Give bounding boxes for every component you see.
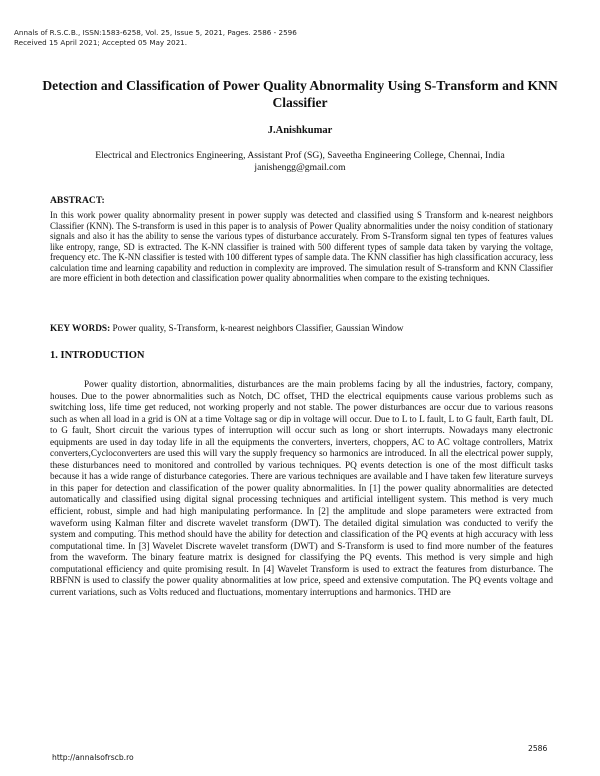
abstract-text: In this work power quality abnormality present in power supply was detected and classified using S Transform and k-nearest neighbors Classifier (KNN). The S-transform is used in this paper is to analysis of Power Quality abnormalities under the noisy condition of stationary signals and also it has the ability to sense the various types of disturbance accurately. From S-Transform signal ten types of features values like entropy, range, SD is extracted. The K-NN classifier is trained with 500 different types of sample data taken by varying the voltage, frequency etc. The K-NN classifier is tested with 100 different types of sample data. The KNN classifier has high classification accuracy, less calculation time and learning capability and reduction in complexity are improved. The simulation result of S-transform and KNN Classifier are more efficient in both detection and classification power quality abnormalities when compare to the existing techniques. <box>50 210 553 284</box>
footer-url: http://annalsofrscb.ro <box>52 753 134 762</box>
keywords-text: Power quality, S-Transform, k-nearest neighbors Classifier, Gaussian Window <box>110 324 404 334</box>
affiliation: Electrical and Electronics Engineering, Assistant Prof (SG), Saveetha Engineering College, Chennai, India <box>95 150 505 161</box>
received-accepted-dates: Received 15 April 2021; Accepted 05 May 2021. <box>14 38 188 47</box>
page-number: 2586 <box>528 744 548 753</box>
author-name: J.Anishkumar <box>267 125 333 136</box>
author-block <box>30 150 570 174</box>
abstract-heading: ABSTRACT: <box>50 195 105 206</box>
paper-title: Detection and Classification of Power Quality Abnormality Using S-Transform and KNN Classifier <box>42 78 558 110</box>
journal-header: Annals of R.S.C.B., ISSN:1583-6258, Vol. 25, Issue 5, 2021, Pages. 2586 - 2596 <box>14 28 297 37</box>
section-heading-introduction: 1. INTRODUCTION <box>50 350 145 361</box>
author-email: janishengg@gmail.com <box>254 162 346 173</box>
keywords-label: KEY WORDS: <box>50 324 111 334</box>
introduction-text: Power quality distortion, abnormalities, disturbances are the main problems facing by all the industries, factory, company, houses. Due to the power abnormalities such as Notch, DC offset, THD the electrical equipments cause various problems such as switching loss, life time get reduced, not working properly and not stable. The power disturbances are occur due to various reasons such as when all load in a grid is ON at a time Voltage sag or dip in voltage will occur. Due to L to L fault, L to G fault, Earth fault, DL to G fault, Short circuit the various types of interruption will occur such as long or short interrupts. Nowadays many electronic equipments are used in day today life in all the equipments the converters, inverters, choppers, AC to AC voltage controllers, Matrix converters,Cycloconverters are used this will vary the supply frequency so harmonics are introduced. In all the electrical power supply, these disturbances need to monitored and controlled by various techniques. PQ events detection is one of the most difficult tasks because it has a wide range of disturbance categories. There are various techniques are available and I have taken few literature surveys in this paper for detection and classification of the power quality abnormalities. In [1] the power quality abnormalities are detected automatically and classified using digital signal processing techniques and artificial intelligent system. This method is very much efficient, robust, simple and had high manipulating performance. In [2] the amplitude and slope parameters were extracted from waveform using Kalman filter and discrete wavelet transform (DWT). The detailed digital simulation was conducted to verify the system and computing. This method should have the ability for detection and classification of the PQ events at high accuracy with less computational time. In [3] Wavelet Discrete wavelet transform (DWT) and S-Transform is used to find more number of the features from the waveform. The binary feature matrix is designed for classifying the PQ events. This method is very simple and high computational efficiency and quite promising result. In [4] Wavelet Transform is used to extract the features from disturbance. The RBFNN is used to classify the power quality abnormalities at low price, speed and extensive computation. The PQ events voltage and current variations, such as Volts reduced and fluctuations, momentary interruptions and harmonics. THD are <box>50 380 553 598</box>
keywords-line <box>50 324 553 334</box>
